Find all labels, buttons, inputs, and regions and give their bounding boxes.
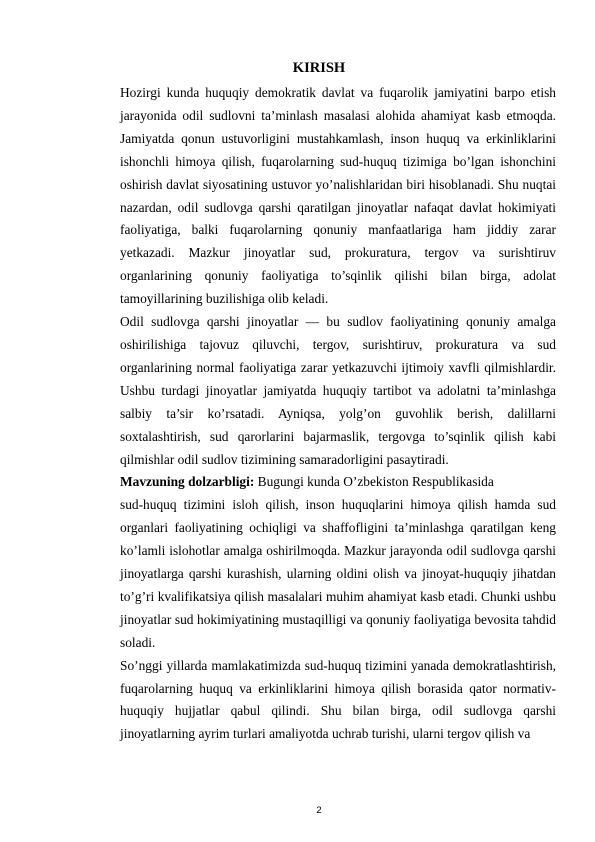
paragraph-relevance-body: sud-huquq tizimini isloh qilish, inson huquqlarini himoya qilish hamda sud organlari faoliyatining ochiqligi va shaffofligini ta’minlashga qaratilgan keng ko’lamli islohotlar amalga oshirilmoqda. Mazkur jarayonda odil sudlovga qarshi jinoyatlarga qarshi kurashish, ularning oldini olish va jinoyat-huquqiy jihatdan to’g’ri kvalifikatsiya qilish masalalari muhim ahamiyat kasb etadi. Chunki ushbu jinoyatlar sud hokimiyatining mustaqilligi va qonuniy faoliyatiga bevosita tahdid soladi. <box>120 497 556 650</box>
paragraph-intro: Hozirgi kunda huquqiy demokratik davlat va fuqarolik jamiyatini barpo etish jarayonida odil sudlovni ta’minlash masalasi alohida ahamiyat kasb etmoqda. Jamiyatda qonun ustuvorligini mustahkamlash, inson huquq va erkinliklarini ishonchli himoya qilish, fuqarolarning sud-huquq tizimiga bo’lgan ishonchini oshirish davlat siyosatining ustuvor yo’nalishlaridan biri hisoblanadi. Shu nuqtai nazardan, odil sudlovga qarshi qaratilgan jinoyatlar nafaqat davlat hokimiyati faoliyatiga, balki fuqarolarning qonuniy manfaatlariga ham jiddiy zarar yetkazadi. Mazkur jinoyatlar sud, prokuratura, tergov va surishtiruv organlarining qonuniy faoliyatiga to’sqinlik qilishi bilan birga, adolat tamoyillarining buzilishiga olib keladi. <box>120 85 556 307</box>
relevance-label: Mavzuning dolzarbligi: <box>120 474 255 490</box>
document-body <box>120 82 556 746</box>
page-number: 2 <box>316 805 322 816</box>
paragraph-definition: Odil sudlovga qarshi jinoyatlar — bu sudlov faoliyatining qonuniy amalga oshirilishiga tajovuz qiluvchi, tergov, surishtiruv, prokuratura va sud organlarining normal faoliyatiga zarar yetkazuvchi ijtimoiy xavfli qilmishlardir. Ushbu turdagi jinoyatlar jamiyatda huquqiy tartibot va adolatni ta’minlashga salbiy ta’sir ko’rsatadi. Ayniqsa, yolg’on guvohlik berish, dalillarni soxtalashtirish, sud qarorlarini bajarmaslik, tergovga to’sqinlik qilish kabi qilmishlar odil sudlov tizimining samaradorligini pasaytiradi. <box>120 314 556 467</box>
paragraph-final: So’nggi yillarda mamlakatimizda sud-huquq tizimini yanada demokratlashtirish, fuqarolarning huquq va erkinliklarini himoya qilish borasida qator normativ-huquqiy hujjatlar qabul qilindi. Shu bilan birga, odil sudlovga qarshi jinoyatlarning ayrim turlari amaliyotda uchrab turishi, ularni tergov qilish va <box>120 657 556 742</box>
paragraph-relevance-lead <box>120 471 556 494</box>
relevance-first-line: Bugungi kunda O’zbekiston Respublikasida <box>257 474 494 490</box>
page-title: KIRISH <box>292 60 346 76</box>
